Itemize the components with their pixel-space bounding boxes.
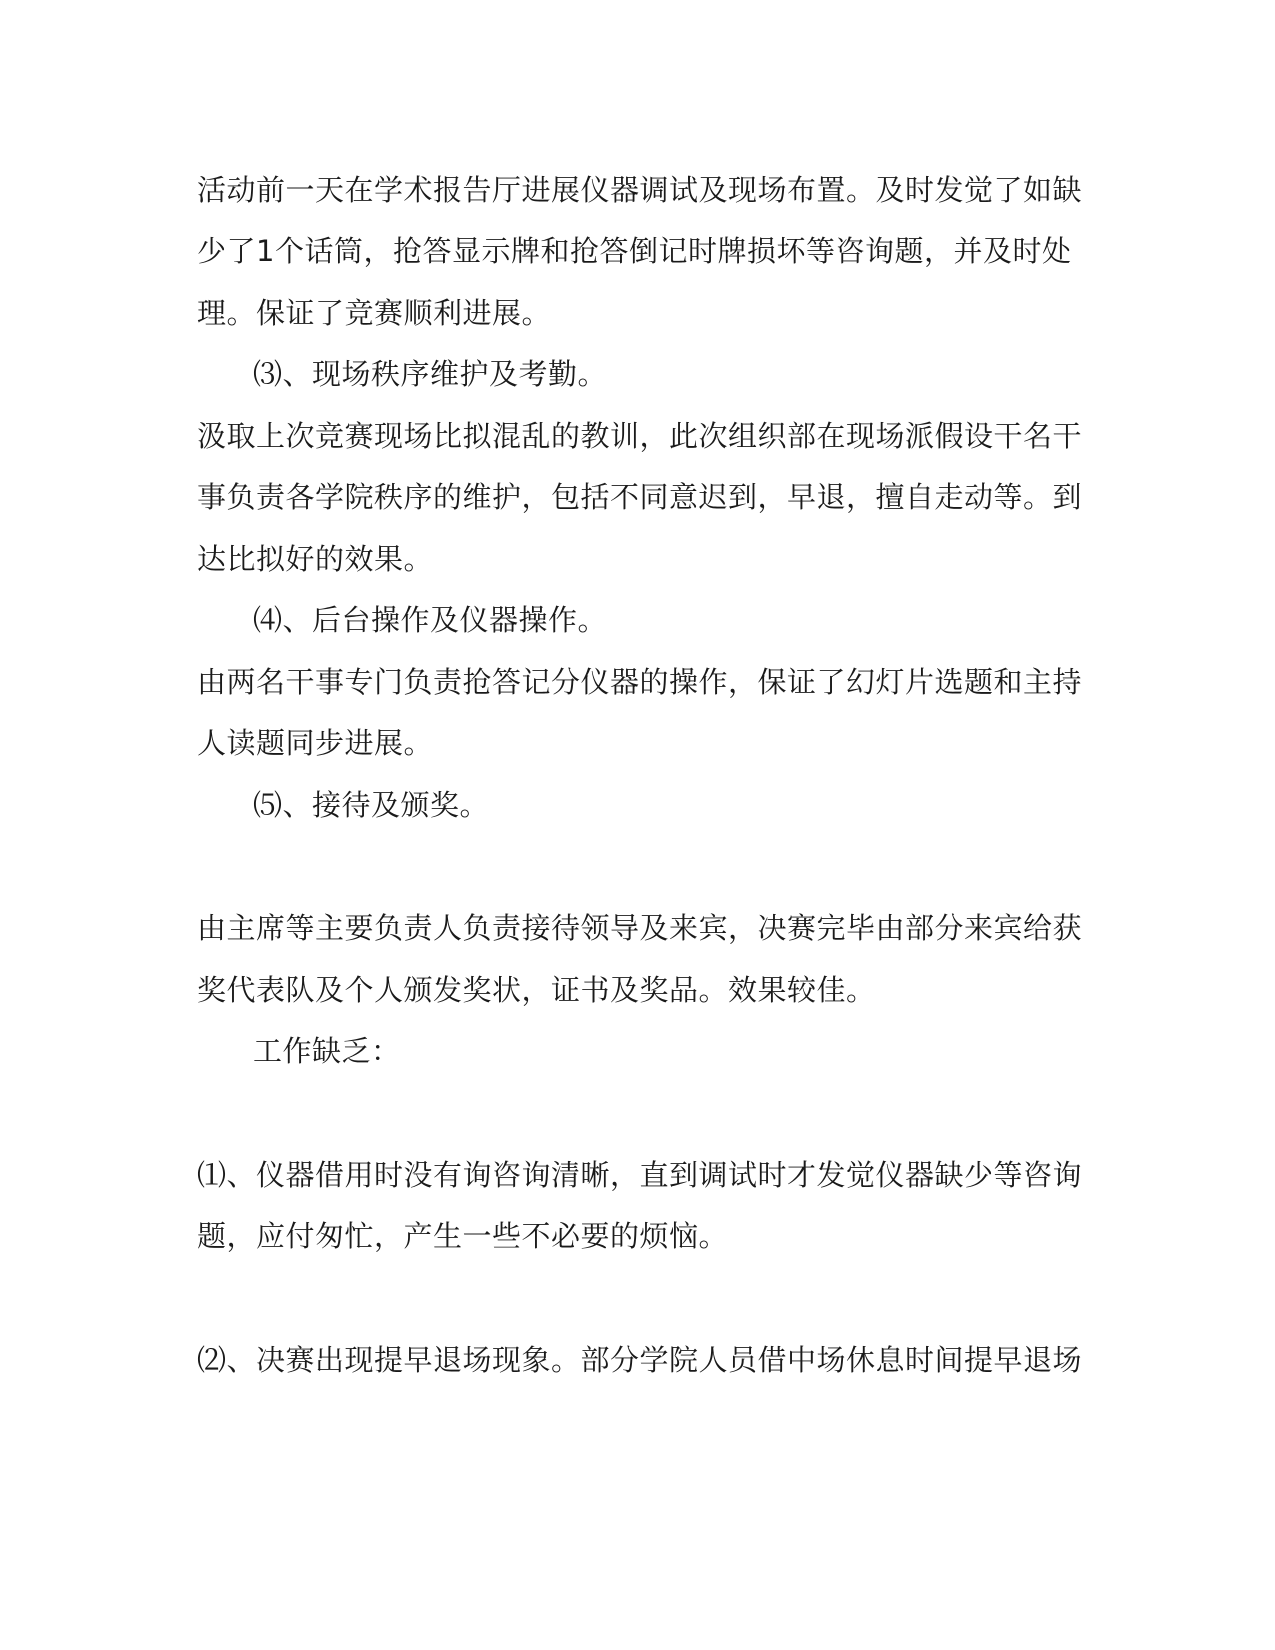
list-item-line: 题，应付匆忙，产生一些不必要的烦恼。 <box>197 1219 729 1253</box>
section-heading: ⑶、现场秩序维护及考勤。 <box>253 357 608 391</box>
paragraph-line: 活动前一天在学术报告厅进展仪器调试及现场布置。及时发觉了如缺 <box>197 173 1083 207</box>
section-heading: 工作缺乏： <box>253 1034 401 1068</box>
paragraph-line: 少了1个话筒，抢答显示牌和抢答倒记时牌损坏等咨询题，并及时处 <box>197 234 1072 268</box>
paragraph-line: 理。保证了竞赛顺利进展。 <box>197 296 552 330</box>
paragraph-line: 事负责各学院秩序的维护，包括不同意迟到，早退，擅自走动等。到 <box>197 480 1083 514</box>
paragraph-line: 由两名干事专门负责抢答记分仪器的操作，保证了幻灯片选题和主持 <box>197 665 1083 699</box>
paragraph-line: 人读题同步进展。 <box>197 726 434 760</box>
section-heading: ⑸、接待及颁奖。 <box>253 788 490 822</box>
paragraph-line: 由主席等主要负责人负责接待领导及来宾，决赛完毕由部分来宾给获 <box>197 911 1083 945</box>
list-item-line: ⑴、仪器借用时没有询咨询清晰，直到调试时才发觉仪器缺少等咨询 <box>197 1158 1083 1192</box>
paragraph-line: 奖代表队及个人颁发奖状，证书及奖品。效果较佳。 <box>197 973 876 1007</box>
paragraph-line: 汲取上次竞赛现场比拟混乱的教训，此次组织部在现场派假设干名干 <box>197 419 1083 453</box>
list-item-line: ⑵、决赛出现提早退场现象。部分学院人员借中场休息时间提早退场 <box>197 1343 1083 1377</box>
section-heading: ⑷、后台操作及仪器操作。 <box>253 603 608 637</box>
paragraph-line: 达比拟好的效果。 <box>197 542 434 576</box>
